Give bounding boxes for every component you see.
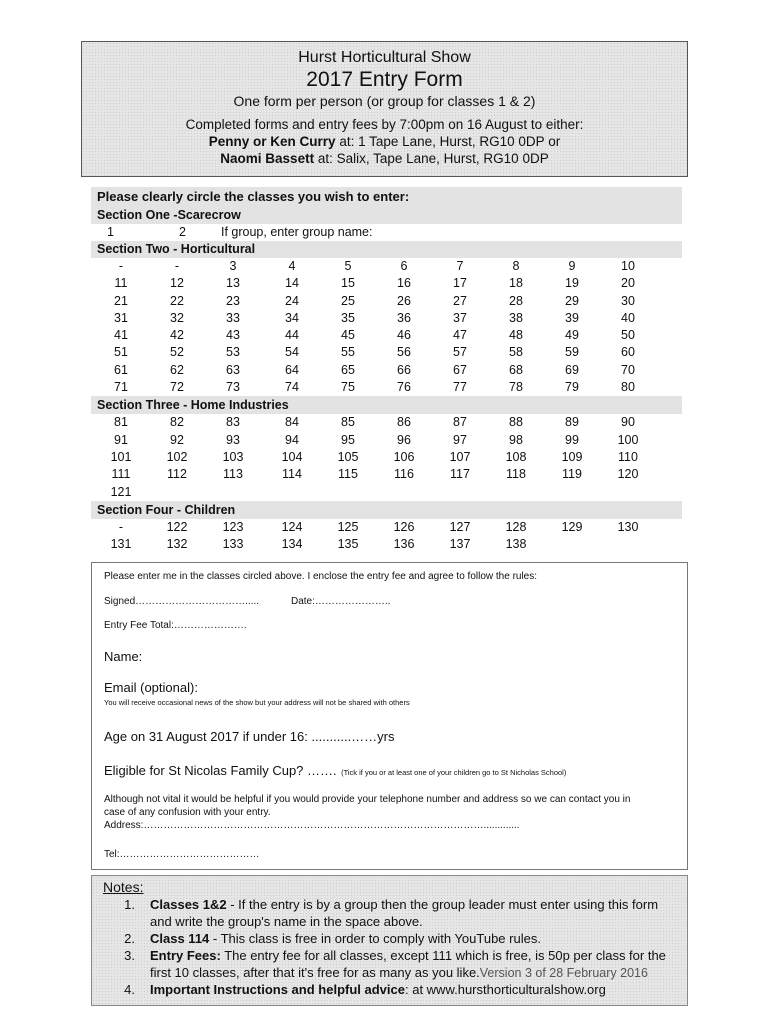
notes-box: Notes: 1. Classes 1&2 - If the entry is by a group then the group leader must enter using this form and write the group's name in the space above. 2. Class 114 - This class is free in order to comply with YouTube rules. 3. Entry Fees: The entry fee for all classes, except 111 which is free, is 50p per class for the first 10 classes, after that it's free for as many as you like.Version 3 of 28 February 2016 4. Important Instructions and helpful advice: at www.hursthorticulturalshow.org: [91, 875, 688, 1006]
class-number[interactable]: 112: [167, 467, 187, 482]
class-number[interactable]: 70: [621, 362, 635, 377]
class-number[interactable]: 59: [565, 345, 579, 360]
date-field[interactable]: Date:…………………..: [291, 596, 391, 607]
class-number[interactable]: 51: [114, 345, 128, 360]
form-title: 2017 Entry Form: [306, 68, 463, 91]
email-note: You will receive occasional news of the show but your address will not be shared with others: [104, 698, 410, 707]
class-number[interactable]: 120: [617, 467, 639, 482]
class-number[interactable]: 36: [397, 310, 411, 325]
class-number[interactable]: 48: [509, 328, 523, 343]
class-number[interactable]: 5: [344, 259, 352, 273]
class-number[interactable]: 56: [397, 345, 411, 360]
contact-1: Penny or Ken Curry at: 1 Tape Lane, Hurst, RG10 0DP or: [208, 134, 561, 149]
class-number[interactable]: 85: [341, 415, 355, 430]
class-number[interactable]: 92: [170, 432, 184, 447]
class-number[interactable]: 23: [226, 293, 240, 308]
note-item: 1. Classes 1&2 - If the entry is by a group then the group leader must enter using this form and write the group's name in the space above.: [124, 897, 659, 929]
class-number[interactable]: 62: [170, 362, 184, 377]
entry-fee-total-field[interactable]: Entry Fee Total:………………….: [104, 620, 247, 631]
class-number[interactable]: 137: [449, 537, 471, 552]
class-number[interactable]: 10: [621, 259, 635, 273]
class-number[interactable]: 83: [226, 415, 240, 430]
section-one-title: Section One -Scarecrow: [91, 207, 682, 224]
class-number[interactable]: -: [118, 259, 124, 273]
deadline-text: Completed forms and entry fees by 7:00pm on 16 August to either:: [185, 117, 584, 132]
class-number[interactable]: 12: [170, 276, 184, 291]
class-number[interactable]: 67: [453, 362, 467, 377]
class-number[interactable]: 108: [505, 449, 527, 464]
class-number[interactable]: 46: [397, 328, 411, 343]
class-row: [91, 379, 682, 396]
class-number[interactable]: 127: [449, 519, 471, 534]
class-number[interactable]: 102: [166, 449, 188, 464]
class-number[interactable]: 34: [285, 310, 299, 325]
class-number[interactable]: 29: [565, 293, 579, 308]
class-number[interactable]: 31: [114, 310, 128, 325]
class-number[interactable]: 41: [114, 328, 128, 343]
class-number[interactable]: 93: [226, 432, 240, 447]
class-number[interactable]: 64: [285, 362, 299, 377]
class-number[interactable]: 3: [229, 259, 237, 273]
class-number[interactable]: 94: [285, 432, 299, 447]
class-number[interactable]: 95: [341, 432, 355, 447]
class-number[interactable]: 26: [397, 293, 411, 308]
class-row: [91, 414, 682, 431]
section-three-title: Section Three - Home Industries: [91, 396, 682, 414]
classes-instruction: Please clearly circle the classes you wish to enter:: [91, 187, 682, 207]
class-number[interactable]: 99: [565, 432, 579, 447]
class-number[interactable]: 39: [565, 310, 579, 325]
class-number[interactable]: 60: [621, 345, 635, 360]
email-field[interactable]: Email (optional):: [104, 680, 198, 695]
class-number[interactable]: 103: [222, 449, 244, 464]
tel-field[interactable]: Tel:……………………………………: [104, 849, 260, 860]
section-one-row: [91, 224, 682, 241]
class-number[interactable]: 82: [170, 415, 184, 430]
address-field[interactable]: Address:………………………………………………………………………………………….............: [104, 820, 520, 831]
family-cup-field[interactable]: Eligible for St Nicolas Family Cup? ……. (Tick if you or at least one of your children go to St Nicholas School): [104, 763, 567, 778]
class-number[interactable]: 77: [453, 380, 467, 395]
class-row: [91, 344, 682, 361]
class-number[interactable]: 15: [341, 276, 355, 291]
class-row: [91, 466, 682, 483]
class-number[interactable]: 97: [453, 432, 467, 447]
family-cup-note: (Tick if you or at least one of your children go to St Nicholas School): [341, 768, 567, 777]
class-row: [91, 484, 682, 501]
class-number[interactable]: 124: [281, 519, 303, 534]
class-number[interactable]: -: [118, 519, 124, 534]
class-row: [91, 258, 682, 275]
contact-2: Naomi Bassett at: Salix, Tape Lane, Hurst, RG10 0DP: [220, 151, 549, 166]
class-number[interactable]: -: [174, 259, 180, 273]
class-number[interactable]: 55: [341, 345, 355, 360]
class-number[interactable]: 7: [456, 259, 464, 273]
class-number[interactable]: 107: [449, 449, 471, 464]
class-number[interactable]: 19: [565, 276, 579, 291]
group-name-label: If group, enter group name:: [221, 225, 373, 239]
signed-field[interactable]: Signed…………………………….....: [104, 596, 260, 607]
class-number[interactable]: 113: [223, 467, 243, 482]
class-number[interactable]: 54: [285, 345, 299, 360]
class-number[interactable]: 117: [450, 467, 470, 482]
class-number[interactable]: 126: [393, 519, 415, 534]
class-number[interactable]: 38: [509, 310, 523, 325]
class-number[interactable]: 52: [170, 345, 184, 360]
class-number[interactable]: 130: [617, 519, 639, 534]
class-number[interactable]: 72: [170, 380, 184, 395]
class-number[interactable]: 6: [400, 259, 408, 273]
section-four-title: Section Four - Children: [91, 501, 682, 519]
class-number[interactable]: 43: [226, 328, 240, 343]
class-number[interactable]: 57: [453, 345, 467, 360]
class-row: [91, 293, 682, 310]
class-number[interactable]: 14: [285, 276, 299, 291]
class-number[interactable]: 13: [226, 276, 240, 291]
class-number[interactable]: 88: [509, 415, 523, 430]
class-number[interactable]: 81: [114, 415, 128, 430]
class-number[interactable]: 123: [222, 519, 244, 534]
class-number[interactable]: 109: [561, 449, 583, 464]
declaration-text: Please enter me in the classes circled above. I enclose the entry fee and agree to follow the rules:: [104, 571, 538, 582]
class-number[interactable]: 17: [453, 276, 467, 291]
class-number[interactable]: 24: [285, 293, 299, 308]
class-number[interactable]: 33: [226, 310, 240, 325]
class-number[interactable]: 104: [281, 449, 303, 464]
class-number[interactable]: 8: [512, 259, 520, 273]
class-number[interactable]: 119: [562, 467, 582, 482]
class-number[interactable]: 134: [281, 537, 303, 552]
class-number[interactable]: 136: [393, 537, 415, 552]
class-number[interactable]: 4: [288, 259, 296, 273]
class-number[interactable]: 74: [285, 380, 299, 395]
class-number[interactable]: 63: [226, 362, 240, 377]
class-row: [91, 432, 682, 449]
class-number[interactable]: 50: [621, 328, 635, 343]
class-number[interactable]: 116: [394, 467, 414, 482]
class-number[interactable]: 2: [179, 225, 186, 239]
class-number[interactable]: 84: [285, 415, 299, 430]
class-number[interactable]: 132: [166, 537, 188, 552]
class-number[interactable]: 129: [561, 519, 583, 534]
class-number[interactable]: 69: [565, 362, 579, 377]
per-person-note: One form per person (or group for classes 1 & 2): [233, 93, 536, 109]
class-number[interactable]: 122: [166, 519, 188, 534]
contact-request: Although not vital it would be helpful if you would provide your telephone number and address so we can contact you in case of any confusion with your entry. Address:………………………………………………………………………………………….............: [104, 793, 684, 832]
class-row: [91, 310, 682, 327]
class-number[interactable]: 9: [568, 259, 576, 273]
class-number[interactable]: 21: [114, 293, 128, 308]
age-field[interactable]: Age on 31 August 2017 if under 16: ...........……yrs: [104, 729, 395, 744]
form-header: [81, 41, 688, 177]
class-number[interactable]: 133: [222, 537, 244, 552]
class-number[interactable]: 16: [397, 276, 411, 291]
class-number[interactable]: 138: [505, 537, 527, 552]
class-row: [91, 519, 682, 536]
show-name: Hurst Horticultural Show: [298, 49, 471, 66]
class-number[interactable]: 18: [509, 276, 523, 291]
class-row: [91, 362, 682, 379]
class-number[interactable]: 71: [114, 380, 128, 395]
class-number[interactable]: 66: [397, 362, 411, 377]
class-number[interactable]: 111: [111, 467, 131, 482]
class-number[interactable]: 35: [341, 310, 355, 325]
class-number[interactable]: 44: [285, 328, 299, 343]
version-label: Version 3 of 28 February 2016: [479, 965, 648, 980]
class-number[interactable]: 128: [505, 519, 527, 534]
class-number[interactable]: 86: [397, 415, 411, 430]
class-row: [91, 275, 682, 292]
class-number[interactable]: 76: [397, 380, 411, 395]
class-number[interactable]: 68: [509, 362, 523, 377]
class-number[interactable]: 75: [341, 380, 355, 395]
class-number[interactable]: 42: [170, 328, 184, 343]
class-number[interactable]: 79: [565, 380, 579, 395]
class-row: [91, 449, 682, 466]
class-number[interactable]: 40: [621, 310, 635, 325]
class-number[interactable]: 96: [397, 432, 411, 447]
class-number[interactable]: 106: [393, 449, 415, 464]
notes-title: Notes:: [103, 879, 144, 895]
class-number[interactable]: 91: [114, 432, 128, 447]
class-number[interactable]: 20: [621, 276, 635, 291]
class-number[interactable]: 58: [509, 345, 523, 360]
class-number[interactable]: 53: [226, 345, 240, 360]
class-row: [91, 327, 682, 344]
class-number[interactable]: 73: [226, 380, 240, 395]
class-number[interactable]: 121: [110, 484, 132, 499]
class-number[interactable]: 101: [110, 449, 132, 464]
class-number[interactable]: 114: [282, 467, 302, 482]
class-number[interactable]: 90: [621, 415, 635, 430]
class-number[interactable]: 22: [170, 293, 184, 308]
class-row: [91, 536, 682, 553]
class-number[interactable]: 47: [453, 328, 467, 343]
class-number[interactable]: 125: [337, 519, 359, 534]
class-number[interactable]: 32: [170, 310, 184, 325]
class-number[interactable]: 135: [337, 537, 359, 552]
class-number[interactable]: 80: [621, 380, 635, 395]
class-number[interactable]: 37: [453, 310, 467, 325]
class-number[interactable]: 61: [114, 362, 128, 377]
class-number[interactable]: 25: [341, 293, 355, 308]
class-number[interactable]: 30: [621, 293, 635, 308]
class-number[interactable]: 118: [506, 467, 526, 482]
class-number[interactable]: 89: [565, 415, 579, 430]
class-number[interactable]: 110: [618, 449, 638, 464]
class-number[interactable]: 45: [341, 328, 355, 343]
class-number[interactable]: 131: [110, 537, 132, 552]
class-number[interactable]: 105: [337, 449, 359, 464]
class-number[interactable]: 78: [509, 380, 523, 395]
class-number[interactable]: 49: [565, 328, 579, 343]
class-number[interactable]: 27: [453, 293, 467, 308]
class-number[interactable]: 100: [617, 432, 639, 447]
class-number[interactable]: 28: [509, 293, 523, 308]
class-number[interactable]: 11: [114, 276, 128, 291]
class-number[interactable]: 98: [509, 432, 523, 447]
section-two-title: Section Two - Horticultural: [91, 241, 682, 258]
class-number[interactable]: 87: [453, 415, 467, 430]
class-number[interactable]: 1: [107, 225, 114, 239]
class-number[interactable]: 115: [338, 467, 358, 482]
name-field[interactable]: Name:: [104, 649, 143, 664]
class-number[interactable]: 65: [341, 362, 355, 377]
classes-section: [91, 187, 682, 553]
entrant-details-box: [91, 562, 688, 870]
